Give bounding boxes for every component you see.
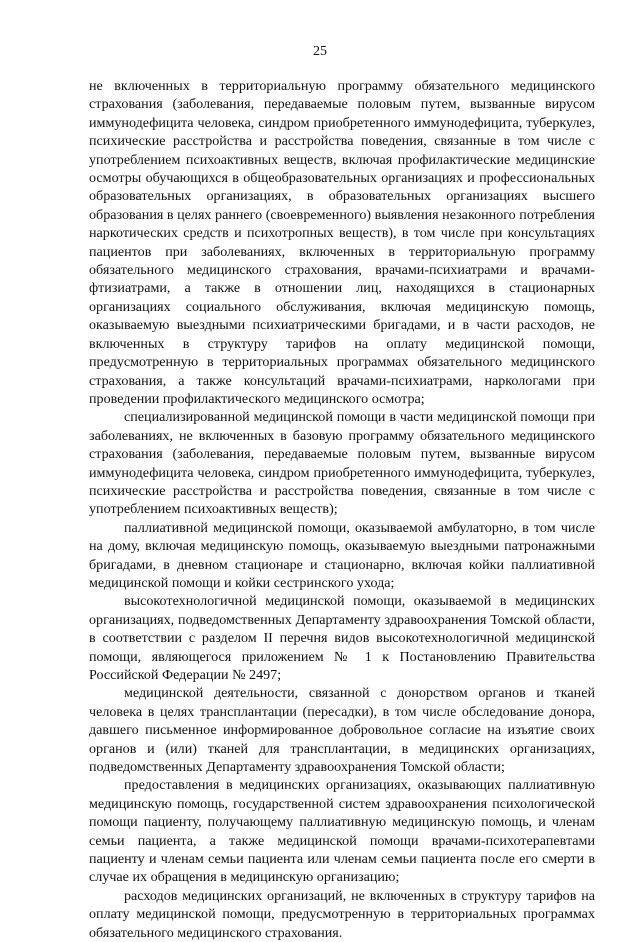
paragraph-palliative-care: паллиативной медицинской помощи, оказываемой амбулаторно, в том числе на дому, включая медицинскую помощь, оказываемую выездными патронажными бригадами, в дневном стационаре и стационарно, включая койки паллиативной медицинской помощи и койки сестринского ухода;: [89, 519, 595, 591]
paragraph-continuation: не включенных в территориальную программу обязательного медицинского страхования (заболевания, передаваемые половым путем, вызванные вирусом иммунодефицита человека, синдром приобретенного иммунодефицита, туберкулез, психические расстройства и расстройства поведения, связанные в том числе с употреблением психоактивных веществ, включая профилактические медицинские осмотры обучающихся в общеобразовательных организациях и профессиональных образовательных организациях, в образовательных организациях высшего образования в целях раннего (своевременного) выявления незаконного потребления наркотических средств и психотропных веществ), в том числе при консультациях пациентов при заболеваниях, включенных в территориальную программу обязательного медицинского страхования, врачами-психиатрами и врачами-фтизиатрами, а также в отношении лиц, находящихся в стационарных организациях социального обслуживания, включая медицинскую помощь, оказываемую выездными психиатрическими бригадами, и в части расходов, не включенных в структуру тарифов на оплату медицинской помощи, предусмотренную в территориальных программах обязательного медицинского страхования, а также консультаций врачами-психиатрами, наркологами при проведении профилактического медицинского осмотра;: [89, 78, 595, 407]
paragraph-high-tech-care: высокотехнологичной медицинской помощи, оказываемой в медицинских организациях, подведомственных Департаменту здравоохранения Томской области, в соответствии с разделом II перечня видов высокотехнологичной медицинской помощи, являющегося приложением № 1 к Постановлению Правительства Российской Федерации № 2497;: [89, 593, 595, 683]
paragraph-expenses: расходов медицинских организаций, не включенных в структуру тарифов на оплату медицинской помощи, предусмотренную в территориальных программах обязательного медицинского страхования.: [89, 887, 595, 941]
document-body: [89, 77, 595, 942]
paragraph-specialized-care: специализированной медицинской помощи в части медицинской помощи при заболеваниях, не включенных в базовую программу обязательного медицинского страхования (заболевания, передаваемые половым путем, вызванные вирусом иммунодефицита человека, синдром приобретенного иммунодефицита, туберкулез, психические расстройства и расстройства поведения, связанные в том числе с употреблением психоактивных веществ);: [89, 409, 595, 518]
paragraph-organ-donation: медицинской деятельности, связанной с донорством органов и тканей человека в целях трансплантации (пересадки), в том числе обследование донора, давшего письменное информированное добровольное согласие на изъятие своих органов и (или) тканей для трансплантации, в медицинских организациях, подведомственных Департаменту здравоохранения Томской области;: [89, 685, 595, 776]
page-number: 25: [313, 44, 327, 59]
paragraph-psychological-help: предоставления в медицинских организациях, оказывающих паллиативную медицинскую помощь, государственной систем здравоохранения психологической помощи пациенту, получающему паллиативную медицинскую помощь, и членам семьи пациента, а также медицинской помощи врачами-психотерапевтами пациенту и членам семьи пациента или членам семьи пациента после его смерти в случае их обращения в медицинскую организацию;: [89, 777, 595, 886]
